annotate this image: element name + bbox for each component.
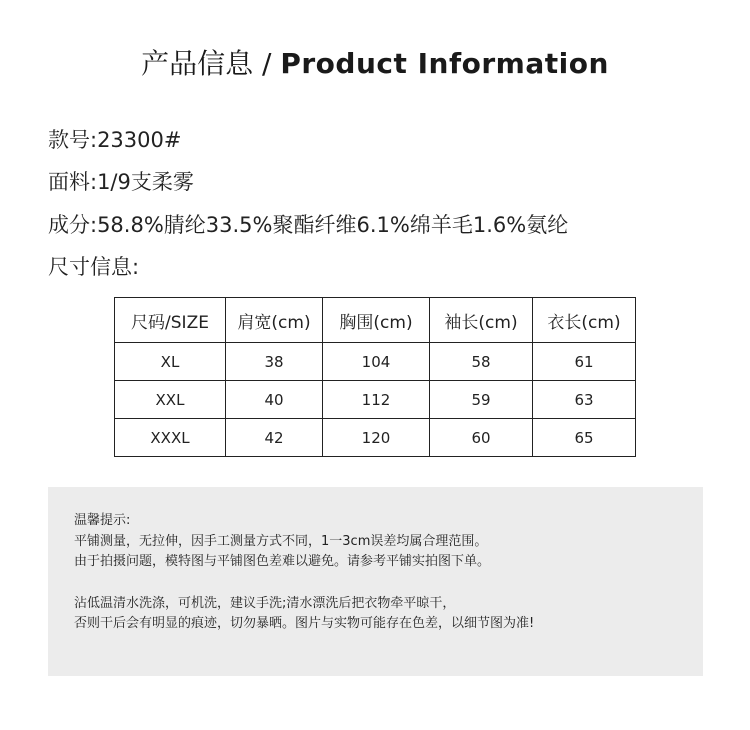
table-cell: XL bbox=[115, 343, 226, 381]
care-notice-box bbox=[48, 487, 703, 676]
table-cell: XXXL bbox=[115, 419, 226, 457]
table-cell: 42 bbox=[226, 419, 323, 457]
title-english: Product Information bbox=[280, 47, 609, 80]
notice-heading: 温馨提示: bbox=[74, 513, 131, 528]
notice-line: 由于拍摄问题，模特图与平铺图色差难以避免。请参考平铺实拍图下单。 bbox=[74, 554, 491, 569]
table-row bbox=[115, 381, 636, 419]
table-cell: 61 bbox=[533, 343, 636, 381]
size-table bbox=[114, 297, 636, 457]
size-info-label: 尺寸信息: bbox=[48, 255, 140, 279]
table-cell: 104 bbox=[323, 343, 430, 381]
page-title bbox=[0, 44, 750, 84]
table-cell: 60 bbox=[430, 419, 533, 457]
header-length: 衣长(cm) bbox=[533, 298, 636, 343]
notice-line: 沾低温清水洗涤，可机洗，建议手洗;清水漂洗后把衣物牵平晾干， bbox=[74, 595, 456, 611]
header-chest: 胸围(cm) bbox=[323, 298, 430, 343]
header-shoulder: 肩宽(cm) bbox=[226, 298, 323, 343]
style-number: 款号:23300# bbox=[48, 128, 182, 152]
notice-spacer bbox=[74, 573, 703, 594]
table-cell: XXL bbox=[115, 381, 226, 419]
table-cell: 65 bbox=[533, 419, 636, 457]
composition-info: 成分:58.8%腈纶33.5%聚酯纤维6.1%绵羊毛1.6%氨纶 bbox=[48, 213, 569, 237]
title-chinese: 产品信息 / bbox=[141, 47, 272, 80]
table-cell: 59 bbox=[430, 381, 533, 419]
table-cell: 38 bbox=[226, 343, 323, 381]
table-row bbox=[115, 343, 636, 381]
table-header-row bbox=[115, 298, 636, 343]
notice-line: 否则干后会有明显的痕迹，切勿暴晒。图片与实物可能存在色差，以细节图为准! bbox=[74, 616, 535, 631]
header-size: 尺码/SIZE bbox=[115, 298, 226, 343]
table-cell: 63 bbox=[533, 381, 636, 419]
table-cell: 58 bbox=[430, 343, 533, 381]
header-sleeve: 袖长(cm) bbox=[430, 298, 533, 343]
table-cell: 40 bbox=[226, 381, 323, 419]
fabric-info: 面料:1/9支柔雾 bbox=[48, 170, 194, 194]
table-cell: 120 bbox=[323, 419, 430, 457]
table-cell: 112 bbox=[323, 381, 430, 419]
notice-line: 平铺测量，无拉伸，因手工测量方式不同，1一3cm误差均属合理范围。 bbox=[74, 533, 488, 549]
table-row bbox=[115, 419, 636, 457]
